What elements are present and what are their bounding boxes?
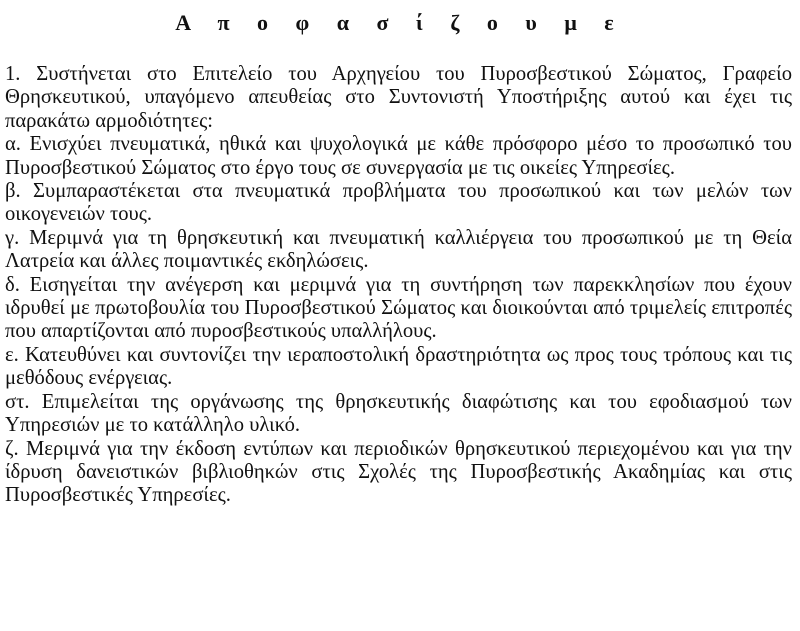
- paragraph-st: στ. Επιμελείται της οργάνωσης της θρησκευτικής διαφώτισης και του εφοδιασμού των Υπηρεσιών με το κατάλληλο υλικό.: [5, 390, 792, 437]
- paragraph-g: γ. Μεριμνά για τη θρησκευτική και πνευματική καλλιέργεια του προσωπικού με τη Θεία Λατρεία και άλλες ποιμαντικές εκδηλώσεις.: [5, 226, 792, 273]
- document-heading: Α π ο φ α σ ί ζ ο υ μ ε: [175, 10, 625, 35]
- document-body: [5, 63, 792, 508]
- paragraph-z: ζ. Μεριμνά για την έκδοση εντύπων και περιοδικών θρησκευτικού περιεχομένου και για την ίδρυση δανειστικών βιβλιοθηκών στις Σχολές της Πυροσβεστικής Ακαδημίας και στις Πυροσβεστικές Υπηρεσίες.: [5, 437, 792, 507]
- paragraph-a: α. Ενισχύει πνευματικά, ηθικά και ψυχολογικά με κάθε πρόσφορο μέσο το προσωπικό του Πυροσβεστικού Σώματος στο έργο τους σε συνεργασία με τις οικείες Υπηρεσίες.: [5, 133, 792, 179]
- paragraph-e: ε. Κατευθύνει και συντονίζει την ιεραποστολική δραστηριότητα ως προς τους τρόπους και τις μεθόδους ενέργειας.: [5, 343, 792, 390]
- paragraph-b: β. Συμπαραστέκεται στα πνευματικά προβλήματα του προσωπικού και των μελών των οικογενειών τους.: [5, 180, 792, 226]
- paragraph-d: δ. Εισηγείται την ανέγερση και μεριμνά για τη συντήρηση των παρεκκλησίων που έχουν ιδρυθεί με πρωτοβουλία του Πυροσβεστικού Σώματος και διοικούνται από τριμελείς επιτροπές που απαρτίζονται από πυροσβεστικούς υπαλλήλους.: [5, 273, 792, 343]
- paragraph-1: 1. Συστήνεται στο Επιτελείο του Αρχηγείου του Πυροσβεστικού Σώματος, Γραφείο Θρησκευτικού, υπαγόμενο απευθείας στο Συντονιστή Υποστήριξης αυτού και έχει τις παρακάτω αρμοδιότητες:: [5, 63, 792, 132]
